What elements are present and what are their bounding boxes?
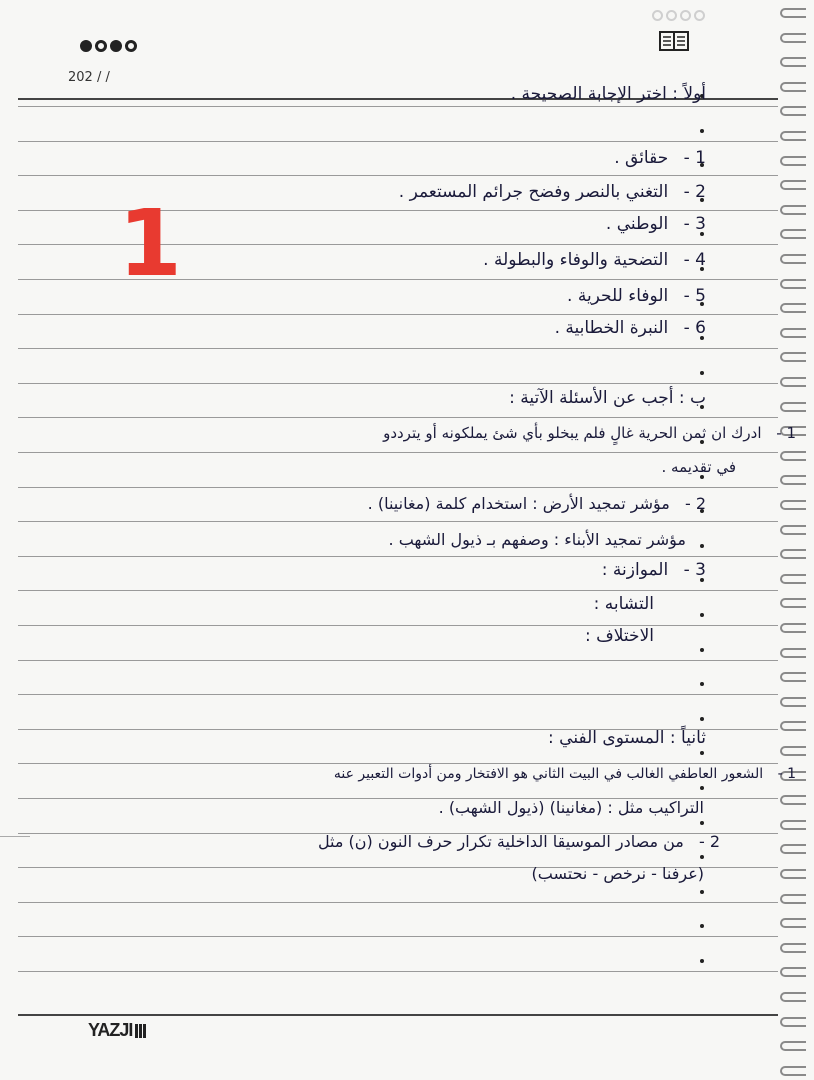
line-dot [700,855,704,859]
answer-2-text: التغني بالنصر وفضح جرائم المستعمر . [398,182,669,202]
ruled-line [18,487,778,488]
section2-q3 [602,560,706,580]
line-dot [700,959,704,963]
spiral-binding [774,0,814,1080]
section3-q2-line2: (عرفنا - نرخص - نحتسب) [531,864,704,883]
spiral-ring-icon [780,500,806,510]
section2-q1 [383,424,796,442]
ruled-line [18,694,778,695]
section2-q1-line1: ادرك ان ثمن الحرية غالٍ فلم يبخلو بأي شئ يملكونه أو يترددو [383,424,762,442]
spiral-ring-icon [780,377,806,387]
spiral-ring-icon [780,451,806,461]
answer-3 [606,214,706,234]
spiral-ring-icon [780,33,806,43]
ruled-line [18,175,778,176]
section3-q1 [334,766,796,782]
answer-2 [399,182,706,202]
line-dot [700,544,704,548]
spiral-ring-icon [780,205,806,215]
section1-title: أولاً : اختر الإجابة الصحيحة . [510,84,706,104]
ruled-line [18,417,778,418]
answer-5-num: 5 - [683,286,706,306]
ruled-line [18,936,778,937]
spiral-ring-icon [780,57,806,67]
line-dot [700,613,704,617]
ruled-line [18,521,778,522]
margin-mark [0,836,30,837]
spiral-ring-icon [780,402,806,412]
answer-6-num: 6 - [683,318,706,338]
spiral-ring-icon [780,894,806,904]
answer-1 [614,148,706,168]
answer-5-text: الوفاء للحرية . [567,286,669,306]
ruled-line [18,141,778,142]
spiral-ring-icon [780,869,806,879]
ruled-line [18,902,778,903]
spiral-ring-icon [780,131,806,141]
spiral-ring-icon [780,844,806,854]
brand-text: YAZJI [88,1020,133,1040]
answer-1-num: 1 - [683,148,706,168]
spiral-ring-icon [780,106,806,116]
line-dot [700,786,704,790]
spiral-ring-icon [780,180,806,190]
footer-rule [18,1014,778,1016]
answer-3-text: الوطني . [605,214,669,234]
spiral-ring-icon [780,1041,806,1051]
section2-q1-line2: في تقديمه . [661,458,736,476]
section3-q1-line2: التراكيب مثل : (مغانينا) (ذيول الشهب) . [438,798,704,817]
spiral-ring-icon [780,795,806,805]
spiral-ring-icon [780,303,806,313]
spiral-ring-icon [780,549,806,559]
ruled-line [18,971,778,972]
answer-3-num: 3 - [683,214,706,234]
spiral-ring-icon [780,697,806,707]
spiral-ring-icon [780,918,806,928]
section2-q3-title: الموازنة : [601,560,669,580]
line-dot [700,682,704,686]
spiral-ring-icon [780,352,806,362]
section3-q1-num: 1 - [777,766,796,782]
section3-title: ثانياً : المستوى الفني : [548,728,706,748]
line-dot [700,890,704,894]
line-dot [700,129,704,133]
ruled-line [18,348,778,349]
ruled-line [18,106,778,107]
answer-2-num: 2 - [683,182,706,202]
section2-title: ب : أجب عن الأسئلة الآتية : [509,388,706,408]
spiral-ring-icon [780,672,806,682]
ruled-line [18,660,778,661]
line-dot [700,371,704,375]
spiral-ring-icon [780,254,806,264]
section2-q2 [368,494,706,513]
spiral-ring-icon [780,156,806,166]
ruled-line [18,590,778,591]
spiral-ring-icon [780,1017,806,1027]
spiral-ring-icon [780,943,806,953]
answer-6-text: النبرة الخطابية . [554,318,669,338]
spiral-ring-icon [780,525,806,535]
spiral-ring-icon [780,623,806,633]
ruled-line [18,383,778,384]
faint-circles-decoration [652,10,705,21]
header-circles-decoration [80,40,137,52]
line-dot [700,821,704,825]
spiral-ring-icon [780,328,806,338]
line-dot [700,717,704,721]
answer-4-text: التضحية والوفاء والبطولة . [483,250,669,270]
brand-logo [88,1020,146,1041]
spiral-ring-icon [780,648,806,658]
ruled-line [18,556,778,557]
section2-q3-diff: الاختلاف : [585,626,654,646]
section3-q2-num: 2 - [698,832,720,851]
spiral-ring-icon [780,475,806,485]
section2-q2-line1: مؤشر تمجيد الأرض : استخدام كلمة (مغانينا) . [367,494,670,513]
spiral-ring-icon [780,992,806,1002]
section2-q2-line2: مؤشر تمجيد الأبناء : وصفهم بـ ذيول الشهب . [388,530,686,549]
spiral-ring-icon [780,967,806,977]
spiral-ring-icon [780,8,806,18]
line-dot [700,924,704,928]
date-field: 202 / / [68,70,110,85]
section2-q3-num: 3 - [683,560,706,580]
spiral-ring-icon [780,598,806,608]
page-number-mark: 1 [118,190,183,297]
spiral-ring-icon [780,574,806,584]
answer-5 [567,286,706,306]
ruled-line [18,625,778,626]
ruled-line [18,452,778,453]
section2-q2-num: 2 - [684,494,706,513]
section3-q2 [318,832,720,851]
answer-4-num: 4 - [683,250,706,270]
spiral-ring-icon [780,746,806,756]
answer-4 [483,250,706,270]
spiral-ring-icon [780,229,806,239]
spiral-ring-icon [780,1066,806,1076]
spiral-ring-icon [780,82,806,92]
section2-q1-num: 1 - [776,424,796,442]
section3-q2-line1: من مصادر الموسيقا الداخلية تكرار حرف النون (ن) مثل [317,832,684,851]
notebook-icon [658,30,690,52]
answer-1-text: حقائق . [614,148,669,168]
line-dot [700,751,704,755]
ruled-line [18,314,778,315]
spiral-ring-icon [780,820,806,830]
section2-q3-similar: التشابه : [593,594,654,614]
spiral-ring-icon [780,279,806,289]
answer-6 [555,318,706,338]
spiral-ring-icon [780,721,806,731]
section3-q1-line1: الشعور العاطفي الغالب في البيت الثاني هو الافتخار ومن أدوات التعبير عنه [333,766,764,782]
line-dot [700,648,704,652]
ruled-line [18,763,778,764]
